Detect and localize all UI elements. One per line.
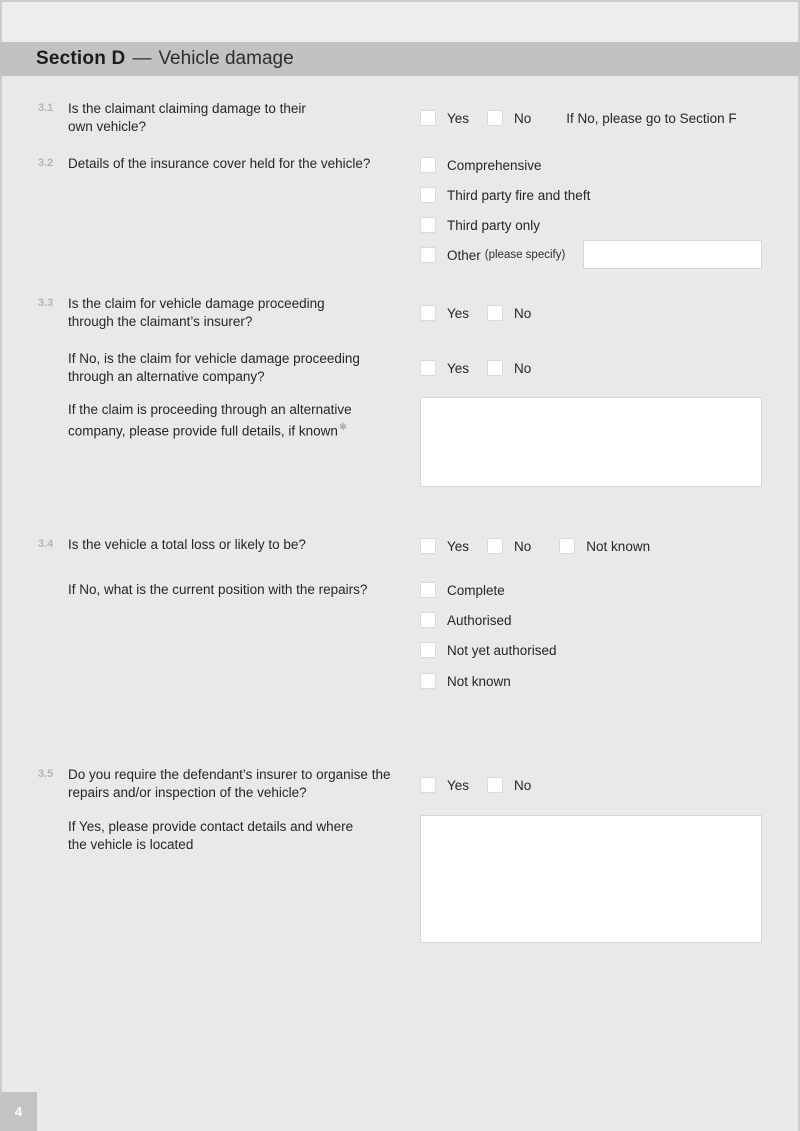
checkbox-3-4-no[interactable]: [487, 538, 503, 554]
checkbox-label-3-1-no: No: [514, 110, 532, 126]
page-top-margin: [2, 2, 798, 42]
checkbox-3-4-not-known[interactable]: [559, 538, 575, 554]
checkbox-label-third-party-only: Third party only: [447, 217, 541, 233]
checkbox-label-authorised: Authorised: [447, 612, 512, 628]
checkbox-3-4-complete[interactable]: [420, 582, 436, 598]
checkbox-label-3-3-alt-no: No: [514, 360, 532, 376]
checkbox-3-5-yes[interactable]: [420, 777, 436, 793]
answer-row-3-1: [420, 109, 737, 127]
option-row-third-party-only: [420, 216, 540, 234]
checkbox-3-4-not-yet-authorised[interactable]: [420, 642, 436, 658]
checkbox-label-3-4-yes: Yes: [447, 538, 470, 554]
sub-question-text-3-3: If No, is the claim for vehicle damage proceeding through an alternative company?: [68, 351, 360, 384]
section-separator: —: [132, 48, 152, 69]
option-row-other: [420, 246, 565, 264]
section-title: Vehicle damage: [158, 48, 294, 69]
question-number-3-2: 3.2: [38, 157, 54, 169]
checkbox-label-not-yet-authorised: Not yet authorised: [447, 642, 557, 658]
question-text-3-4: Is the vehicle a total loss or likely to be?: [68, 537, 306, 552]
option-row-authorised: [420, 611, 512, 629]
checkbox-3-2-comprehensive[interactable]: [420, 157, 436, 173]
section-header-bar: [0, 42, 800, 76]
checkbox-3-2-third-party-only[interactable]: [420, 217, 436, 233]
checkbox-3-3-yes[interactable]: [420, 305, 436, 321]
checkbox-3-1-no[interactable]: [487, 110, 503, 126]
question-number-3-3: 3.3: [38, 297, 54, 309]
answer-row-3-3: [420, 304, 531, 322]
contact-details-box[interactable]: [420, 815, 762, 943]
checkbox-label-3-3-yes: Yes: [447, 305, 470, 321]
other-specify-input[interactable]: [583, 240, 762, 269]
checkbox-3-1-yes[interactable]: [420, 110, 436, 126]
option-row-repairs-not-known: [420, 672, 511, 690]
checkbox-label-third-party-fire-theft: Third party fire and theft: [447, 187, 591, 203]
checkbox-label-other: Other: [447, 247, 481, 263]
details-prompt-text: If the claim is proceeding through an alternative company, please provide full details, if known: [68, 402, 352, 438]
question-text-3-3: Is the claim for vehicle damage proceeding through the claimant’s insurer?: [68, 296, 325, 329]
checkbox-label-3-3-no: No: [514, 305, 532, 321]
section-label: Section D: [36, 48, 126, 69]
sub-question-text-3-4: If No, what is the current position with the repairs?: [68, 582, 368, 597]
checkbox-label-3-5-no: No: [514, 777, 532, 793]
option-row-third-party-fire-theft: [420, 186, 590, 204]
question-text-3-2: Details of the insurance cover held for the vehicle?: [68, 156, 371, 171]
other-specify-hint: (please specify): [484, 249, 566, 261]
details-prompt-3-3: [68, 401, 384, 440]
question-text-3-5: Do you require the defendant’s insurer to organise the repairs and/or inspection of the vehicle?: [68, 767, 391, 800]
checkbox-label-repairs-not-known: Not known: [447, 673, 511, 689]
checkbox-label-complete: Complete: [447, 582, 505, 598]
option-row-complete: [420, 581, 505, 599]
page-edge-left: [0, 0, 2, 1131]
question-number-3-4: 3.4: [38, 538, 54, 550]
checkbox-3-3-alt-yes[interactable]: [420, 360, 436, 376]
question-number-3-1: 3.1: [38, 102, 54, 114]
checkbox-label-3-1-yes: Yes: [447, 110, 470, 126]
footnote-asterisk-icon: ✱: [338, 421, 348, 433]
checkbox-3-3-alt-no[interactable]: [487, 360, 503, 376]
question-text-3-1: Is the claimant claiming damage to their own vehicle?: [68, 101, 306, 134]
checkbox-3-4-authorised[interactable]: [420, 612, 436, 628]
checkbox-3-2-other[interactable]: [420, 247, 436, 263]
checkbox-label-3-4-no: No: [514, 538, 532, 554]
answer-row-3-4: [420, 537, 650, 555]
routing-note-3-1: If No, please go to Section F: [566, 110, 737, 126]
sub-prompt-text-3-5: If Yes, please provide contact details and where the vehicle is located: [68, 819, 354, 852]
checkbox-3-5-no[interactable]: [487, 777, 503, 793]
checkbox-3-4-yes[interactable]: [420, 538, 436, 554]
page-number-badge: 4: [0, 1092, 37, 1131]
answer-row-3-5: [420, 776, 531, 794]
checkbox-3-2-third-party-fire-theft[interactable]: [420, 187, 436, 203]
checkbox-3-4-repairs-not-known[interactable]: [420, 673, 436, 689]
question-number-3-5: 3.5: [38, 768, 54, 780]
alternative-company-details-box[interactable]: [420, 397, 762, 487]
option-row-not-yet-authorised: [420, 641, 557, 659]
checkbox-label-3-5-yes: Yes: [447, 777, 470, 793]
option-row-comprehensive: [420, 156, 542, 174]
sub-answer-row-3-3: [420, 359, 531, 377]
checkbox-3-3-no[interactable]: [487, 305, 503, 321]
checkbox-label-3-4-not-known: Not known: [586, 538, 651, 554]
checkbox-label-3-3-alt-yes: Yes: [447, 360, 470, 376]
checkbox-label-comprehensive: Comprehensive: [447, 157, 542, 173]
